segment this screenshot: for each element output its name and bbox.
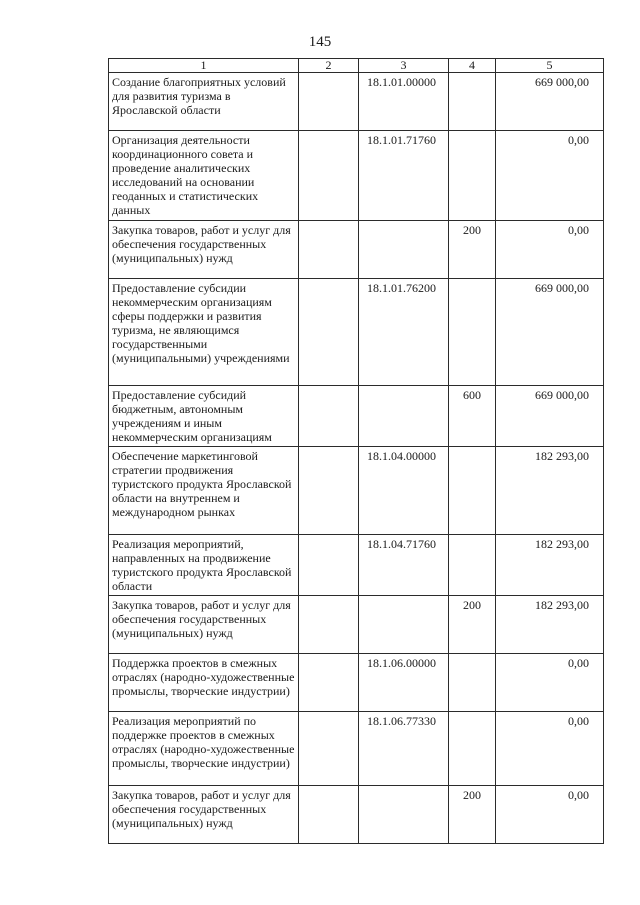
row-col2: [299, 386, 359, 447]
table-row: [109, 596, 604, 654]
row-name: Реализация мероприятий по поддержке проектов в смежных отраслях (народно-художественные промыслы, творческие индустрии): [109, 712, 299, 786]
table-row: [109, 654, 604, 712]
row-col2: [299, 535, 359, 596]
table-row: [109, 535, 604, 596]
row-col2: [299, 131, 359, 221]
row-code: 18.1.04.71760: [359, 535, 449, 596]
row-expense-type: [449, 712, 496, 786]
row-col2: [299, 221, 359, 279]
row-amount: 0,00: [496, 221, 604, 279]
page-number: 145: [308, 34, 332, 50]
header-row: [109, 59, 604, 73]
row-code: 18.1.06.77330: [359, 712, 449, 786]
table-row: [109, 221, 604, 279]
row-name: Закупка товаров, работ и услуг для обеспечения государственных (муниципальных) нужд: [109, 221, 299, 279]
header-col-3: 3: [359, 59, 449, 73]
table-row: [109, 447, 604, 535]
row-name: Закупка товаров, работ и услуг для обеспечения государственных (муниципальных) нужд: [109, 596, 299, 654]
row-name: Закупка товаров, работ и услуг для обеспечения государственных (муниципальных) нужд: [109, 786, 299, 844]
row-amount: 669 000,00: [496, 279, 604, 386]
row-expense-type: [449, 447, 496, 535]
row-code: 18.1.06.00000: [359, 654, 449, 712]
header-col-1: 1: [109, 59, 299, 73]
row-amount: 0,00: [496, 654, 604, 712]
table-row: [109, 73, 604, 131]
budget-table: [108, 58, 604, 844]
row-col2: [299, 279, 359, 386]
row-col2: [299, 596, 359, 654]
row-name: Предоставление субсидии некоммерческим организациям сферы поддержки и развития туризма, не являющимся государственными (муниципальными) учреждениями: [109, 279, 299, 386]
row-amount: 182 293,00: [496, 447, 604, 535]
row-name: Создание благоприятных условий для развития туризма в Ярославской области: [109, 73, 299, 131]
row-name: Предоставление субсидий бюджетным, автономным учреждениям и иным некоммерческим организациям: [109, 386, 299, 447]
row-code: 18.1.01.76200: [359, 279, 449, 386]
row-amount: 182 293,00: [496, 596, 604, 654]
row-amount: 0,00: [496, 131, 604, 221]
row-expense-type: 600: [449, 386, 496, 447]
table-row: [109, 712, 604, 786]
row-code: [359, 386, 449, 447]
row-code: 18.1.01.00000: [359, 73, 449, 131]
row-name: Обеспечение маркетинговой стратегии продвижения туристского продукта Ярославской области на внутреннем и международном рынках: [109, 447, 299, 535]
row-col2: [299, 654, 359, 712]
row-amount: 182 293,00: [496, 535, 604, 596]
table-row: [109, 386, 604, 447]
table-row: [109, 279, 604, 386]
row-expense-type: [449, 535, 496, 596]
row-code: [359, 596, 449, 654]
row-expense-type: [449, 73, 496, 131]
row-expense-type: [449, 279, 496, 386]
row-amount: 669 000,00: [496, 73, 604, 131]
header-col-2: 2: [299, 59, 359, 73]
table-row: [109, 786, 604, 844]
row-expense-type: 200: [449, 596, 496, 654]
row-col2: [299, 786, 359, 844]
row-code: 18.1.01.71760: [359, 131, 449, 221]
row-expense-type: [449, 654, 496, 712]
row-col2: [299, 73, 359, 131]
row-code: [359, 786, 449, 844]
row-name: Поддержка проектов в смежных отраслях (народно-художественные промыслы, творческие индустрии): [109, 654, 299, 712]
row-amount: 669 000,00: [496, 386, 604, 447]
row-name: Реализация мероприятий, направленных на продвижение туристского продукта Ярославской области: [109, 535, 299, 596]
row-expense-type: 200: [449, 221, 496, 279]
row-col2: [299, 712, 359, 786]
row-col2: [299, 447, 359, 535]
row-amount: 0,00: [496, 786, 604, 844]
table-row: [109, 131, 604, 221]
row-amount: 0,00: [496, 712, 604, 786]
header-col-5: 5: [496, 59, 604, 73]
row-name: Организация деятельности координационного совета и проведение аналитических исследований на основании геоданных и статистических данных: [109, 131, 299, 221]
row-expense-type: 200: [449, 786, 496, 844]
row-expense-type: [449, 131, 496, 221]
row-code: 18.1.04.00000: [359, 447, 449, 535]
row-code: [359, 221, 449, 279]
header-col-4: 4: [449, 59, 496, 73]
